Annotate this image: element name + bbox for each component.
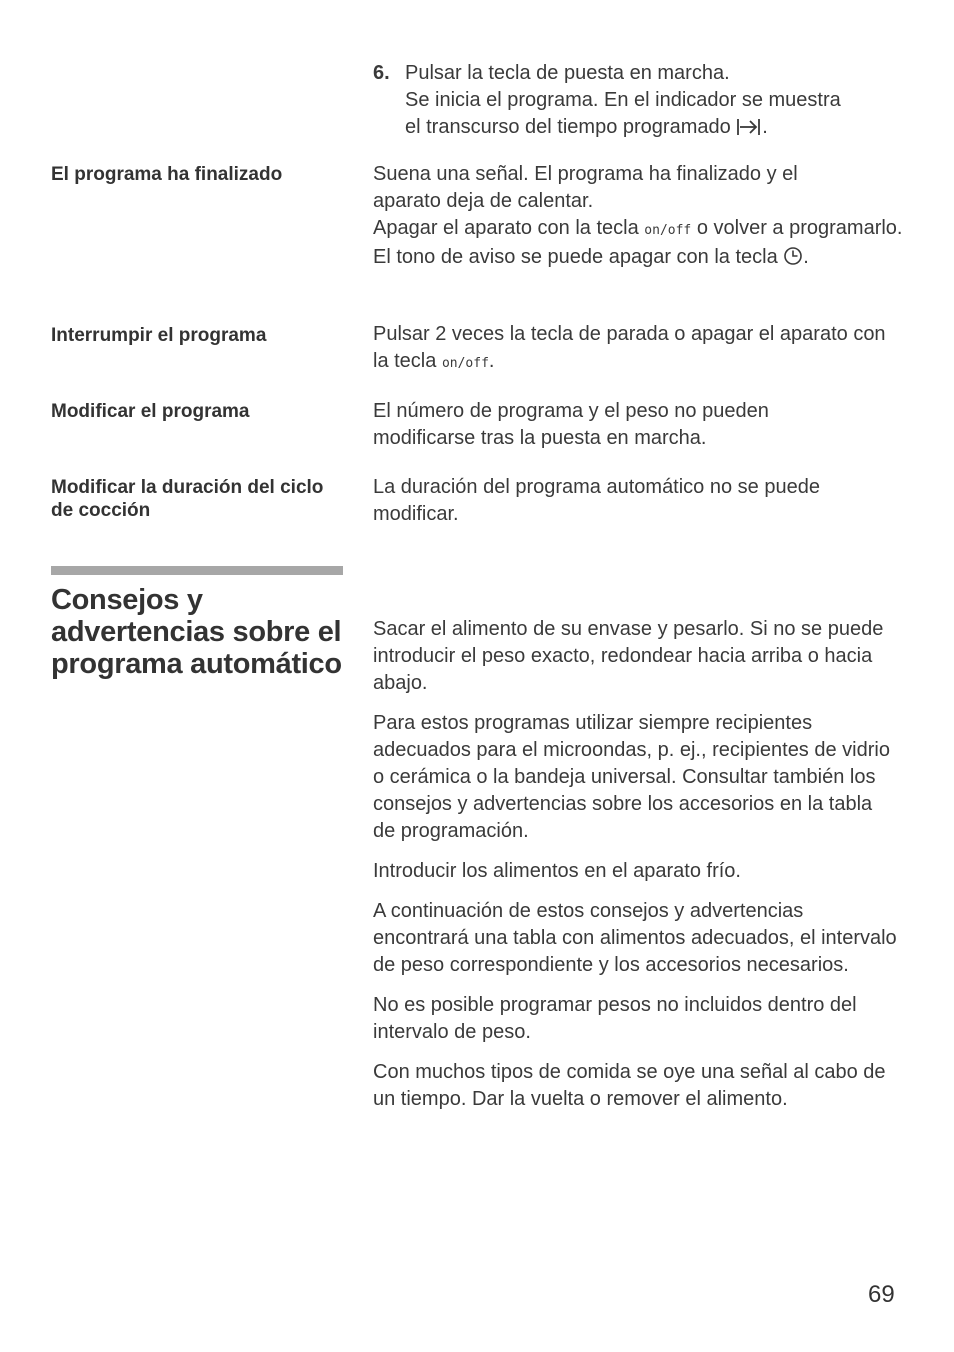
tip-paragraph: Introducir los alimentos en el aparato frío. [373, 860, 741, 882]
text-modify-program: El número de programa y el peso no pueden modificarse tras la puesta en marcha. [373, 400, 769, 449]
program-finished-text-2 [373, 215, 903, 274]
tip-paragraph: No es posible programar pesos no incluidos dentro del intervalo de peso. [373, 994, 857, 1043]
program-finished-text-2b: o volver a programarlo. El tono de aviso se puede apagar con la tecla [373, 217, 903, 268]
step-6-line-2: Se inicia el programa. En el indicador se muestra [405, 89, 841, 111]
section-heading: Consejos y advertencias sobre el programa automático [51, 584, 342, 680]
step-6-line-3-text: el transcurso del tiempo programado [405, 116, 731, 138]
label-program-finished: El programa ha finalizado [51, 164, 283, 185]
on-off-key-label-2: on/off [441, 356, 489, 371]
tip-paragraph: Para estos programas utilizar siempre recipientes adecuados para el microondas, p. ej., recipientes de vidrio o cerámica o la bandeja universal. Consultar también los consejos y advertencias sobre los accesorios en la tabla de programación. [373, 712, 890, 842]
step-6-line-1: Pulsar la tecla de puesta en marcha. [405, 62, 730, 84]
text-program-finished [373, 161, 903, 274]
step-number: 6. [373, 62, 390, 84]
text-modify-duration: La duración del programa automático no se puede modificar. [373, 476, 820, 525]
clock-icon [783, 246, 803, 274]
label-modify-duration: Modificar la duración del ciclo de cocción [51, 477, 324, 521]
on-off-key-label: on/off [644, 223, 692, 238]
tip-paragraph: Con muchos tipos de comida se oye una señal al cabo de un tiempo. Dar la vuelta o remover el alimento. [373, 1061, 886, 1110]
program-finished-text-2a: Apagar el aparato con la tecla [373, 217, 639, 239]
text-interrupt-program [373, 321, 903, 377]
interrupt-program-text-1: Pulsar 2 veces la tecla de parada o apagar el aparato con la tecla [373, 323, 886, 372]
program-finished-text-1: Suena una señal. El programa ha finalizado y el aparato deja de calentar. [373, 163, 798, 212]
step-6-line-3-end: . [762, 116, 768, 138]
label-interrupt-program: Interrumpir el programa [51, 325, 267, 346]
page-number: 69 [868, 1281, 895, 1308]
tip-paragraph: A continuación de estos consejos y advertencias encontrará una tabla con alimentos adecuados, el intervalo de peso correspondiente y los accesorios necesarios. [373, 900, 897, 976]
tip-paragraph: Sacar el alimento de su envase y pesarlo. Si no se puede introducir el peso exacto, redondear hacia arriba o hacia abajo. [373, 618, 884, 694]
duration-arrow-icon [736, 117, 762, 144]
tips-list [373, 616, 898, 1126]
interrupt-program-text-2: . [488, 350, 495, 372]
label-modify-program: Modificar el programa [51, 401, 250, 422]
program-finished-text-2c: . [803, 246, 809, 268]
section-divider [51, 566, 343, 575]
step-6-line-3 [405, 114, 913, 144]
step-6 [373, 60, 913, 144]
